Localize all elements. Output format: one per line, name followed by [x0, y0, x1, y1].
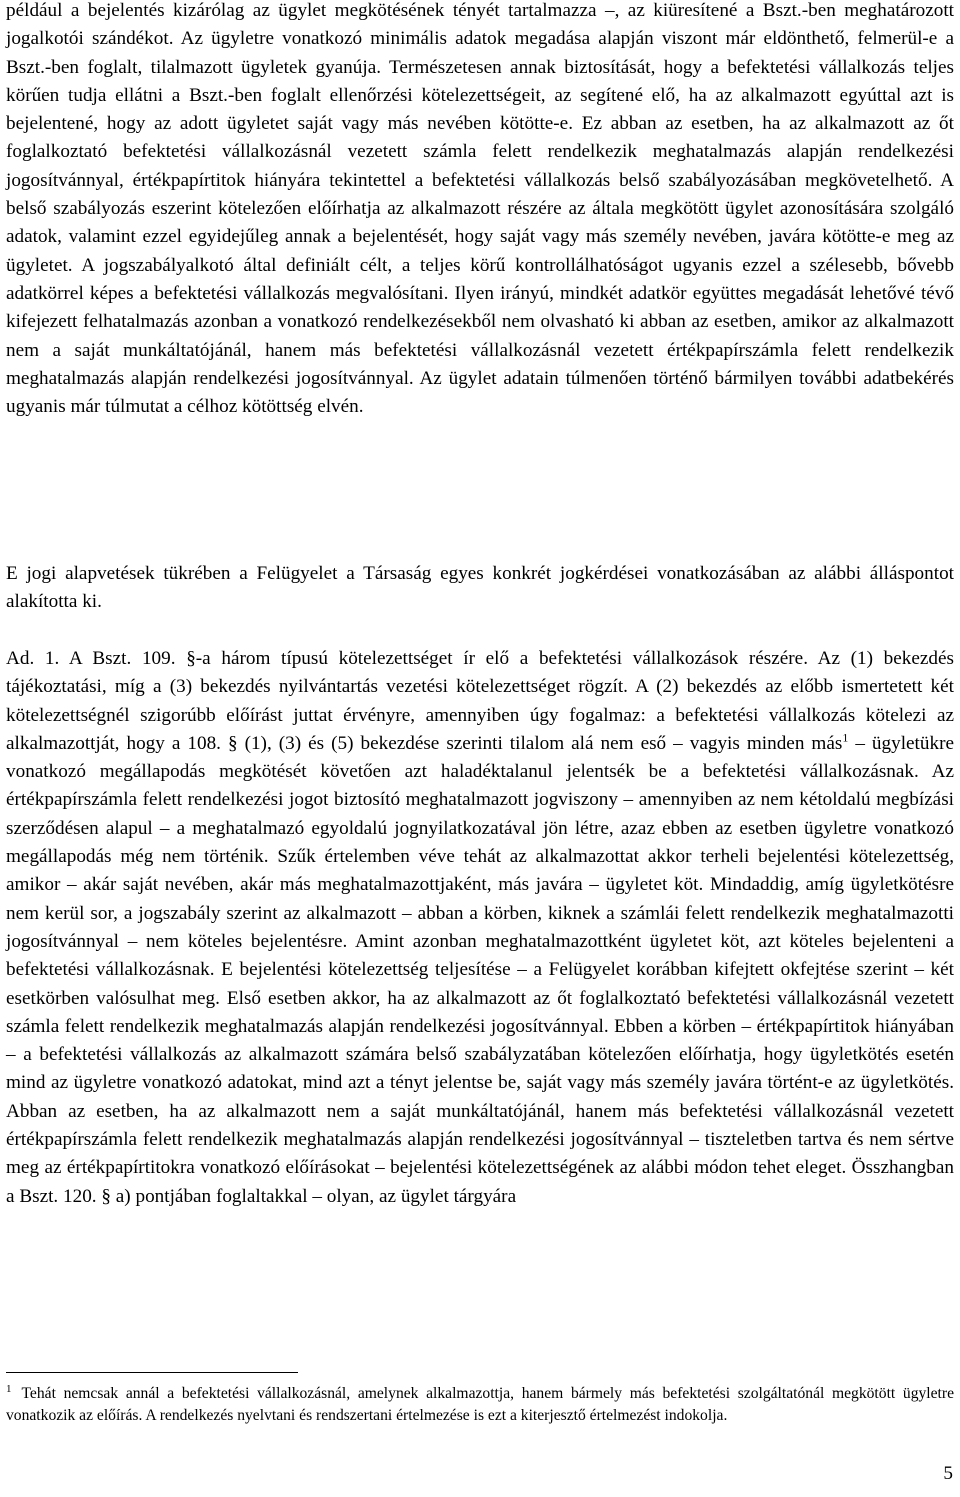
- footnote-text: Tehát nemcsak annál a befektetési vállalkozásnál, amelynek alkalmazottja, hanem bármely más befektetési szolgáltatónál megkötött ügyletre vonatkozik az előírás. A rendelkezés nyelvtani és rendszertani értelmezése is ezt a kiterjesztő értelmezést indokolja.: [6, 1385, 954, 1424]
- paragraph-3-text-end: – ügyletükre vonatkozó megállapodás megkötését követően azt haladéktalanul jelentsék be a befektetési vállalkozásnak. Az értékpapírszámla felett rendelkezési jogot biztosító meghatalmazott jogviszony – amennyiben az nem kétoldalú megbízási szerződésen alapul – a meghatalmazó egyoldalú jognyilatkozatával jön létre, azaz ebben az esetben ügyletre vonatkozó megállapodás még nem történik. Szűk értelemben véve tehát az alkalmazottat akkor terheli bejelentési kötelezettség, amikor – akár saját nevében, akár más meghatalmazottjaként, más javára – ügyletet köt. Mindaddig, amíg ügyletkötésre nem kerül sor, a jogszabály szerint az alkalmazott – abban a körben, kiknek a számlái felett rendelkezik meghatalmazotti jogosítvánnyal – nem köteles bejelentésre. Amint azonban meghatalmazottként ügyletet köt, azt köteles bejelenteni a befektetési vállalkozásnak. E bejelentési kötelezettség teljesítése – a Felügyelet korábban kifejtett okfejtése szerint – két esetkörben valósulhat meg. Első esetben akkor, ha az alkalmazott az őt foglalkoztató befektetési vállalkozásnál vezetett számla felett rendelkezik meghatalmazás alapján rendelkezési jogosítvánnyal. Ebben a körben – értékpapírtitok hiányában – a befektetési vállalkozás az alkalmazott számára belső szabályzatában kötelezően előírhatja, hogy ügyletkötés esetén mind az ügyletre vonatkozó adatokat, mind azt a tényt jelentse be, saját vagy más személy javára történt-e az ügyletkötés. Abban az esetben, ha az alkalmazott nem a saját munkáltatójánál, hanem más befektetési vállalkozásnál vezetett értékpapírszámla felett rendelkezik meghatalmazás alapján rendelkezési jogosítvánnyal – tiszteletben tartva és nem sértve meg az értékpapírtitokra vonatkozó előírásokat – bejelentési kötelezettségének az alábbi módon tehet eleget. Összhangban a Bszt. 120. § a) pontjában foglaltakkal – olyan, az ügylet tárgyára: [6, 732, 954, 1207]
- footnote-separator: [6, 1372, 298, 1373]
- footnote-number: 1: [6, 1382, 12, 1395]
- body-paragraph-3: [6, 645, 954, 1211]
- body-paragraph-1: például a bejelentés kizárólag az ügylet megkötésének tényét tartalmazza –, az kiüresítené a Bszt.-ben meghatározott jogalkotói szándékot. Az ügyletre vonatkozó minimális adatok megadása alapján viszont már eldönthető, felmerül-e a Bszt.-ben foglalt, tilalmazott ügyletek gyanúja. Természetesen annak biztosítását, hogy a befektetési vállalkozás teljes körűen tudja ellátni a Bszt.-ben foglalt ellenőrzési kötelezettségeit, az segítené elő, ha az alkalmazott egyúttal azt is bejelentené, hogy az adott ügyletet saját vagy más nevében kötötte-e. Ez abban az esetben, ha az alkalmazott az őt foglalkoztató befektetési vállalkozásnál vezetett számla felett rendelkezik meghatalmazás alapján rendelkezési jogosítvánnyal, értékpapírtitok hiányára tekintettel a befektetési vállalkozás belső szabályozásában megkövetelhető. A belső szabályozás eszerint kötelezően előírhatja az alkalmazott részére az általa megkötött ügylet azonosítására szolgáló adatok, valamint ezzel egyidejűleg annak a bejelentését, hogy saját vagy más személy nevében, javára kötötte-e meg az ügyletet. A jogszabályalkotó által definiált célt, a teljes körű kontrollálhatóságot ugyanis ezzel a szélesebb, bővebb adatkörrel képes a befektetési vállalkozás megvalósítani. Ilyen irányú, mindkét adatkör együttes megadását lehetővé tévő kifejezett felhatalmazás azonban a vonatkozó rendelkezésekből nem olvasható ki abban az esetben, amikor az alkalmazott nem a saját munkáltatójánál, hanem más befektetési vállalkozásnál vezetett értékpapírszámla felett rendelkezik meghatalmazás alapján rendelkezési jogosítvánnyal. Az ügylet adatain túlmenően történő bármilyen további adatbekérés ugyanis már túlmutat a célhoz kötöttség elvén.: [6, 0, 954, 418]
- footnote-reference[interactable]: 1: [842, 730, 849, 745]
- page-number: 5: [943, 1463, 953, 1484]
- body-paragraph-2: E jogi alapvetések tükrében a Felügyelet a Társaság egyes konkrét jogkérdései vonatkozásában az alábbi álláspontot alakította ki.: [6, 563, 954, 613]
- paragraph-3-text-start: Ad. 1. A Bszt. 109. §-a három típusú kötelezettséget ír elő a befektetési vállalkozások részére. Az (1) bekezdés tájékoztatási, míg a (3) bekezdés nyilvántartás vezetési kötelezettséget rögzít. A (2) bekezdés az előbb ismertetett két kötelezettségnél szigorúbb előírást juttat érvényre, amennyiben úgy fogalmaz: a befektetési vállalkozás kötelezi az alkalmazottját, hogy a 108. § (1), (3) és (5) bekezdése szerinti tilalom alá nem eső – vagyis minden más: [6, 648, 954, 754]
- footnote: [6, 1383, 954, 1427]
